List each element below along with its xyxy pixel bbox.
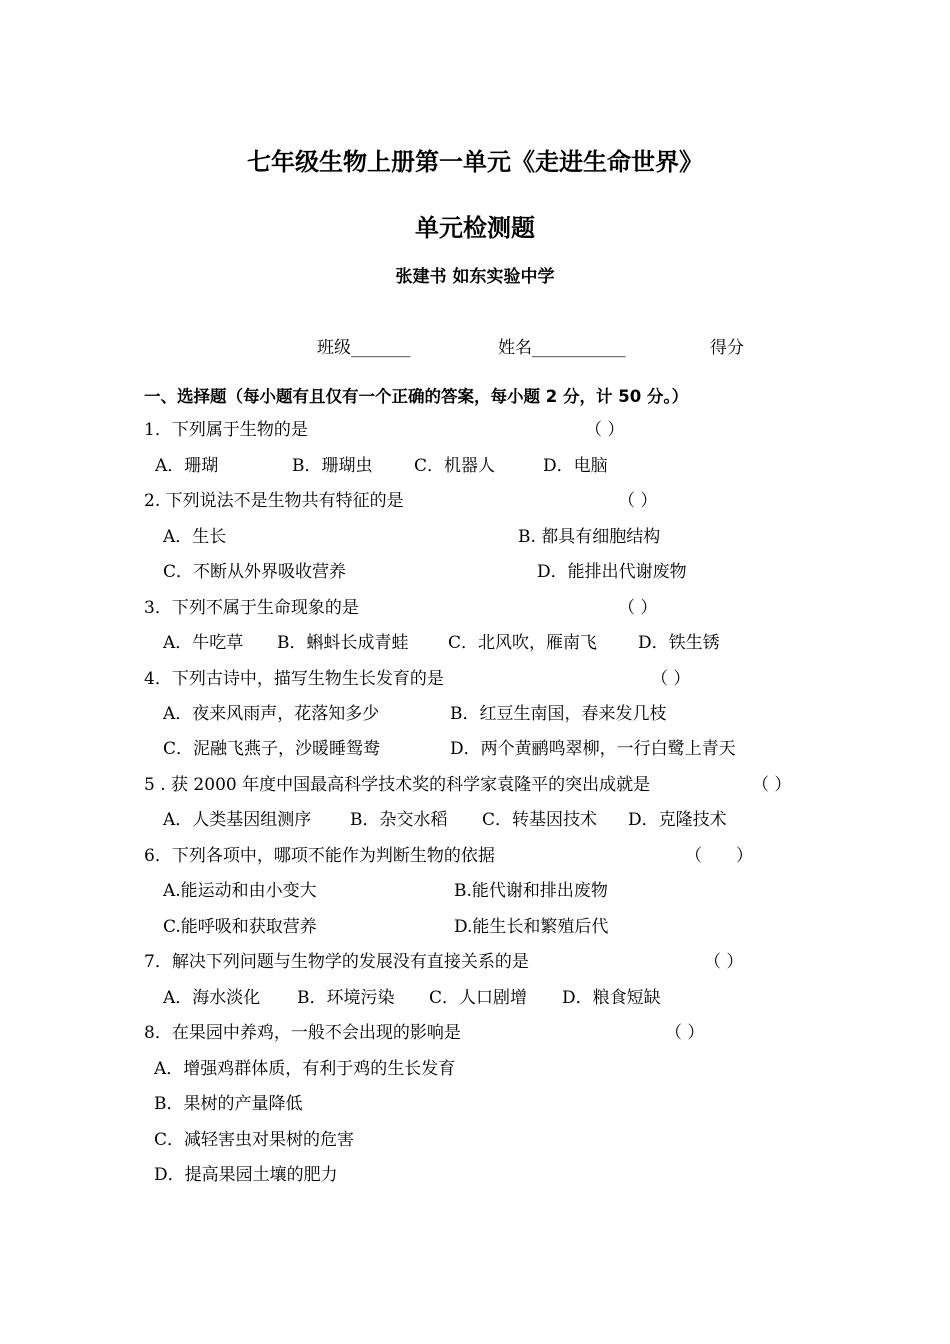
- option-c: C．减轻害虫对果树的危害: [154, 1130, 355, 1150]
- option-b: B．杂交水稻: [350, 810, 448, 830]
- option-c: C.能呼吸和获取营养: [163, 917, 317, 937]
- option-c: C．北风吹，雁南飞: [448, 633, 598, 653]
- answer-paren: （ ）: [651, 669, 691, 689]
- class-field-label: 班级_______: [317, 338, 411, 358]
- option-d: D．铁生锈: [638, 633, 720, 653]
- page-subtitle: 单元检测题: [415, 214, 535, 242]
- option-a: A．夜来风雨声，花落知多少: [163, 704, 380, 724]
- option-c: C．转基因技术: [482, 810, 598, 830]
- option-b: B.能代谢和排出废物: [454, 881, 608, 901]
- option-c: C．不断从外界吸收营养: [163, 562, 347, 582]
- option-c: C．泥融飞燕子，沙暖睡鸳鸯: [163, 739, 381, 759]
- question-stem: 4．下列古诗中，描写生物生长发育的是: [144, 669, 444, 689]
- option-a: A．牛吃草: [163, 633, 244, 653]
- question-stem: 1．下列属于生物的是: [144, 420, 308, 440]
- question-stem: 3．下列不属于生命现象的是: [144, 598, 359, 618]
- option-b: B．红豆生南国，春来发几枝: [450, 704, 667, 724]
- option-c: C．机器人: [414, 456, 496, 476]
- author-line: 张建书 如东实验中学: [395, 267, 555, 287]
- option-b: B．环境污染: [297, 988, 395, 1008]
- option-d: D．提高果园土壤的肥力: [154, 1165, 338, 1185]
- answer-paren: （ ）: [685, 846, 753, 866]
- option-b: B．果树的产量降低: [154, 1094, 303, 1114]
- option-c: C．人口剧增: [429, 988, 528, 1008]
- option-d: D．两个黄鹂鸣翠柳，一行白鹭上青天: [450, 739, 736, 759]
- option-d: D.能生长和繁殖后代: [454, 917, 609, 937]
- option-b: B. 都具有细胞结构: [518, 527, 661, 547]
- option-a: A．珊瑚: [155, 456, 219, 476]
- answer-paren: （ ）: [618, 598, 658, 618]
- section-heading: 一、选择题（每小题有且仅有一个正确的答案，每小题 2 分，计 50 分。）: [144, 387, 689, 406]
- option-d: D．克隆技术: [628, 810, 727, 830]
- question-stem: 7．解决下列问题与生物学的发展没有直接关系的是: [144, 952, 529, 972]
- option-b: B．蝌蚪长成青蛙: [277, 633, 409, 653]
- option-d: D．电脑: [543, 456, 608, 476]
- option-b: B．珊瑚虫: [292, 456, 373, 476]
- answer-paren: （ ）: [752, 775, 792, 795]
- page-title: 七年级生物上册第一单元《走进生命世界》: [247, 148, 703, 176]
- option-a: A.能运动和由小变大: [163, 881, 317, 901]
- answer-paren: （ ）: [665, 1023, 705, 1043]
- option-a: A．人类基因组测序: [163, 810, 312, 830]
- answer-paren: （ ）: [585, 420, 625, 440]
- answer-paren: （ ）: [618, 491, 658, 511]
- option-a: A．生长: [163, 527, 227, 547]
- question-stem: 8．在果园中养鸡，一般不会出现的影响是: [144, 1023, 461, 1043]
- answer-paren: （ ）: [704, 952, 744, 972]
- option-a: A．增强鸡群体质，有利于鸡的生长发育: [154, 1059, 456, 1079]
- question-stem: 5 . 获 2000 年度中国最高科学技术奖的科学家袁隆平的突出成就是: [144, 775, 651, 795]
- score-field-label: 得分: [710, 338, 744, 358]
- option-a: A．海水淡化: [163, 988, 261, 1008]
- name-field-label: 姓名___________: [498, 338, 626, 358]
- question-stem: 6．下列各项中，哪项不能作为判断生物的依据: [144, 846, 495, 866]
- option-d: D．能排出代谢废物: [537, 562, 687, 582]
- question-stem: 2. 下列说法不是生物共有特征的是: [144, 491, 404, 511]
- option-d: D．粮食短缺: [562, 988, 661, 1008]
